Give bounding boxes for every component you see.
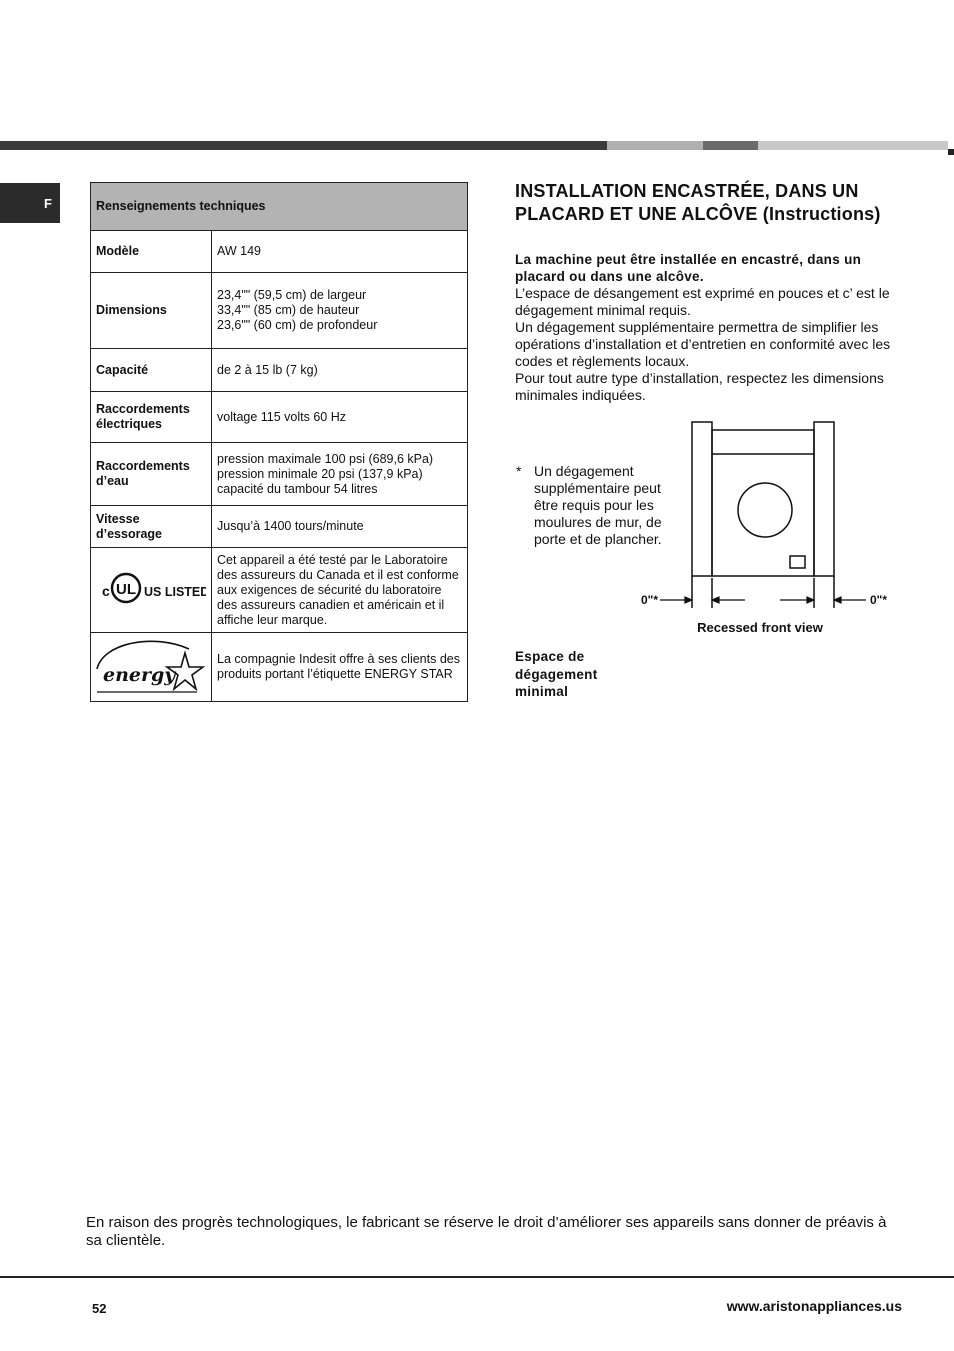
spec-label: Modèle — [91, 231, 212, 273]
table-row — [91, 633, 468, 702]
energy-star-logo — [93, 635, 205, 695]
header-bar-pale — [758, 141, 948, 150]
table-row — [91, 273, 468, 349]
header-bar-light — [607, 141, 703, 150]
intro-text — [515, 251, 907, 404]
svg-text:energy: energy — [103, 664, 176, 686]
minimal-clearance-label: Espace de dégagement minimal — [515, 649, 598, 699]
disclaimer: En raison des progrès technologiques, le fabricant se réserve le droit d’améliorer ses appareils sans donner de préavis à sa clientèle. — [86, 1214, 887, 1249]
intro-bold: La machine peut être installée en encastré, dans un placard ou dans une alcôve. — [515, 252, 862, 284]
note-asterisk: * — [516, 463, 522, 479]
spec-value: pression maximale 100 psi (689,6 kPa) pression minimale 20 psi (137,9 kPa) capacité du tambour 54 litres — [212, 443, 468, 506]
spec-value: 23,4"" (59,5 cm) de largeur 33,4"" (85 cm) de hauteur 23,6"" (60 cm) de profondeur — [212, 273, 468, 349]
spec-value: AW 149 — [212, 231, 468, 273]
spec-label: Raccordements d’eau — [91, 443, 212, 506]
website-link[interactable]: www.aristonappliances.us — [726, 1298, 902, 1314]
spec-label: Dimensions — [91, 273, 212, 349]
energy-logo-cell — [91, 633, 212, 702]
spec-value: Cet appareil a été testé par le Laboratoire des assureurs du Canada et il est conforme aux exigences de sécurité du laboratoire des assureurs canadien et américain et il affiche leur marque. — [212, 548, 468, 633]
table-row — [91, 349, 468, 392]
header-bar — [0, 141, 954, 150]
intro-paragraph: L’espace de désangement est exprimé en pouces et c’ est le dégagement minimal requis. — [515, 285, 890, 318]
note-text: Un dégagement supplémentaire peut être requis pour les moulures de mur, de porte et de plancher. — [534, 463, 662, 547]
spec-value: voltage 115 volts 60 Hz — [212, 392, 468, 443]
table-row — [91, 392, 468, 443]
header-bar-mid — [703, 141, 758, 150]
spec-label: Capacité — [91, 349, 212, 392]
page-number: 52 — [92, 1301, 107, 1316]
spec-value: La compagnie Indesit offre à ses clients des produits portant l’étiquette ENERGY STAR — [212, 633, 468, 702]
table-row — [91, 231, 468, 273]
svg-text:UL: UL — [116, 581, 136, 598]
spec-value: Jusqu’à 1400 tours/minute — [212, 506, 468, 548]
spec-label: Vitesse d’essorage — [91, 506, 212, 548]
washer-drawer — [790, 556, 805, 568]
section-title: INSTALLATION ENCASTRÉE, DANS UN PLACARD ET UNE ALCÔVE (Instructions) — [515, 181, 881, 224]
washer-body — [712, 430, 814, 576]
table-row — [91, 506, 468, 548]
ul-listed-logo — [96, 566, 206, 610]
left-wall — [692, 422, 712, 576]
diagram-caption: Recessed front view — [697, 620, 823, 635]
specs-table-header-row — [91, 183, 468, 231]
ul-logo-cell — [91, 548, 212, 633]
left-clearance-label: 0"* — [641, 593, 659, 607]
intro-paragraph: Un dégagement supplémentaire permettra de simplifier les opérations d’installation et d’entretien en conformité avec les codes et règlements locaux. — [515, 319, 891, 369]
recessed-front-view-diagram — [630, 418, 900, 640]
right-clearance-label: 0"* — [870, 593, 888, 607]
intro-paragraph: Pour tout autre type d’installation, respectez les dimensions minimales indiquées. — [515, 370, 884, 403]
footer-rule — [0, 1276, 954, 1278]
washer-door — [738, 483, 792, 537]
table-row — [91, 548, 468, 633]
header-bar-end — [948, 149, 954, 155]
specs-table-header: Renseignements techniques — [91, 183, 468, 231]
svg-text:c: c — [102, 583, 110, 599]
svg-text:US LISTED: US LISTED — [144, 585, 206, 599]
spec-value: de 2 à 15 lb (7 kg) — [212, 349, 468, 392]
language-tab: F — [0, 183, 60, 223]
table-row — [91, 443, 468, 506]
specs-table — [90, 182, 468, 702]
spec-label: Raccordements électriques — [91, 392, 212, 443]
right-wall — [814, 422, 834, 576]
header-bar-dark — [0, 141, 607, 150]
